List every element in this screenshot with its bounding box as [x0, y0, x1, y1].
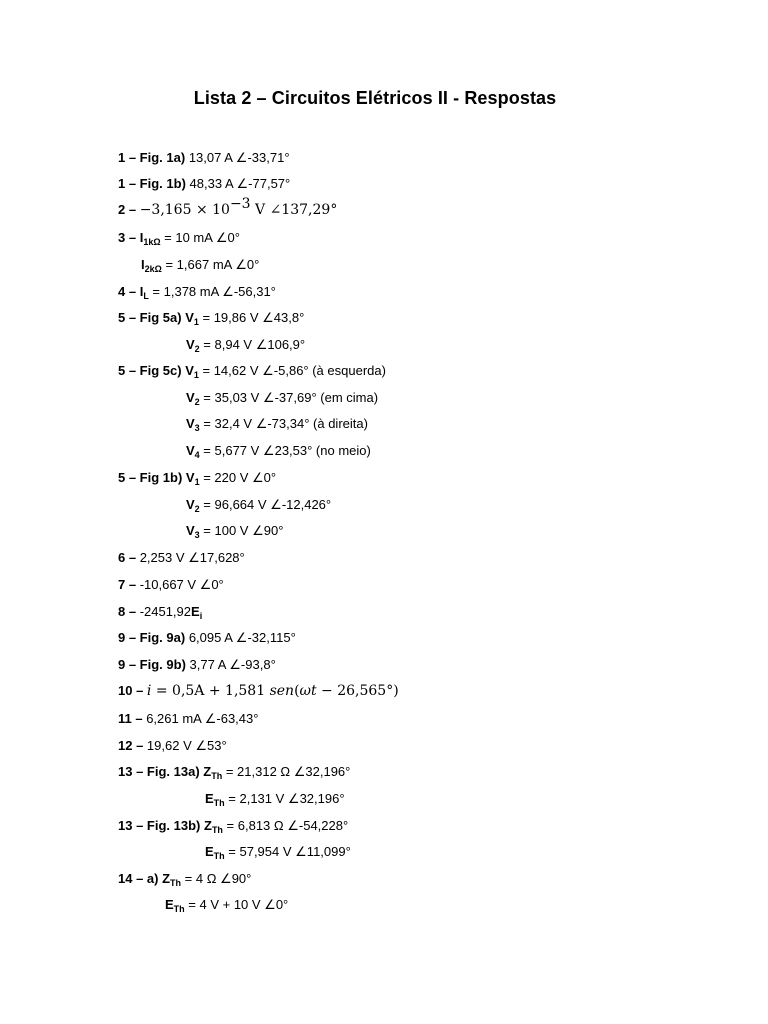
- answer-12: [118, 738, 227, 754]
- answer-label: 9 – Fig. 9b): [118, 657, 186, 672]
- answer-label: 9 – Fig. 9a): [118, 630, 186, 645]
- answer-label: 11 –: [118, 711, 147, 726]
- answer-value: = 14,62 V ∠-5,86° (à esquerda): [198, 363, 386, 378]
- answer-mantissa: −3,165 × 10: [139, 202, 230, 218]
- answer-subscript: 1: [193, 370, 199, 380]
- answer-value: -10,667 V ∠0°: [139, 577, 224, 592]
- answer-3: [118, 230, 240, 246]
- answer-value: = 10 mA ∠0°: [160, 230, 240, 245]
- answer-label: 14 – a): [118, 871, 163, 886]
- answer-5c-2: [186, 390, 378, 406]
- answer-subscript: 2kΩ: [144, 264, 162, 274]
- page-title: Lista 2 – Circuitos Elétricos II - Respostas: [193, 88, 557, 108]
- answer-label: 3 –: [118, 230, 140, 245]
- answer-symbol: V: [185, 470, 195, 485]
- answer-symbol: Z: [203, 818, 212, 833]
- answer-value: 13,07 A ∠-33,71°: [185, 150, 290, 165]
- answer-5a: [118, 310, 304, 326]
- answer-subscript: Th: [211, 825, 223, 835]
- answer-value: = 21,312 Ω ∠32,196°: [222, 764, 351, 779]
- answer-label: 13 – Fig. 13a): [118, 764, 204, 779]
- answer-label: 4 –: [118, 284, 140, 299]
- answer-symbol: V: [186, 523, 195, 538]
- answer-subscript: 1kΩ: [143, 237, 161, 247]
- answer-value: = 1,667 mA ∠0°: [161, 257, 260, 272]
- answer-subscript: Th: [170, 878, 182, 888]
- answer-subscript: 2: [194, 504, 200, 514]
- answer-value: = 96,664 V ∠-12,426°: [199, 497, 332, 512]
- answer-9a: [118, 630, 296, 646]
- answer-label: 2 –: [118, 202, 140, 217]
- answer-symbol: E: [191, 604, 200, 619]
- answer-1a: [118, 150, 290, 166]
- answer-9b: [118, 657, 276, 673]
- answer-value: = 6,813 Ω ∠-54,228°: [222, 818, 349, 833]
- answer-3b: [141, 257, 259, 273]
- answer-value: = 8,94 V ∠106,9°: [199, 337, 306, 352]
- answer-symbol: V: [185, 363, 194, 378]
- answer-symbol: I: [139, 230, 144, 245]
- answer-10: [118, 683, 399, 699]
- answer-8: [118, 604, 202, 620]
- answer-13b: [118, 818, 348, 834]
- answer-value: = 100 V ∠90°: [199, 523, 284, 538]
- answer-subscript: i: [199, 611, 203, 621]
- answer-14: [118, 871, 251, 887]
- answer-label: 12 –: [118, 738, 147, 753]
- answer-label: 5 – Fig 5a): [118, 310, 186, 325]
- answer-symbol: V: [186, 497, 195, 512]
- answer-paren: (: [294, 683, 300, 699]
- answer-subscript: Th: [211, 771, 223, 781]
- answer-label: 13 – Fig. 13b): [118, 818, 204, 833]
- answer-value: 6,095 A ∠-32,115°: [185, 630, 296, 645]
- answer-symbol: E: [165, 897, 174, 912]
- answer-current-symbol: i: [146, 683, 152, 699]
- answer-value: 2,253 V ∠17,628°: [139, 550, 245, 565]
- answer-13b-2: [205, 844, 351, 860]
- answer-label: 10 –: [118, 683, 147, 698]
- answer-13a: [118, 764, 350, 780]
- answer-subscript: 3: [194, 423, 200, 433]
- answer-value: 6,261 mA ∠-63,43°: [146, 711, 259, 726]
- answer-value: = 2,131 V ∠32,196°: [224, 791, 345, 806]
- answer-value: = 220 V ∠0°: [199, 470, 277, 485]
- answer-label: 5 – Fig 5c): [118, 363, 186, 378]
- answer-subscript: Th: [213, 851, 225, 861]
- answer-subscript: Th: [213, 798, 225, 808]
- answer-sen: sen: [269, 683, 295, 699]
- answer-subscript: 2: [194, 344, 200, 354]
- answer-5b-2: [186, 497, 331, 513]
- answer-11: [118, 711, 258, 727]
- answer-value: -2451,92: [139, 604, 192, 619]
- answer-subscript: 1: [193, 317, 199, 327]
- answer-symbol: Z: [203, 764, 212, 779]
- answer-label: 5 – Fig 1b): [118, 470, 186, 485]
- answer-value: = 5,677 V ∠23,53° (no meio): [199, 443, 371, 458]
- answer-label: 7 –: [118, 577, 140, 592]
- answer-5c-3: [186, 416, 368, 432]
- answer-subscript: 1: [194, 477, 200, 487]
- answer-symbol: I: [141, 257, 145, 272]
- answer-symbol: E: [205, 791, 214, 806]
- answer-label: 6 –: [118, 550, 140, 565]
- answer-7: [118, 577, 224, 593]
- answer-symbol: V: [186, 390, 195, 405]
- answer-value: 48,33 A ∠-77,57°: [185, 176, 291, 191]
- answer-symbol: V: [186, 443, 195, 458]
- answer-13a-2: [205, 791, 345, 807]
- answer-subscript: 2: [194, 397, 200, 407]
- answer-exponent: −3: [229, 196, 251, 212]
- answer-value: = 35,03 V ∠-37,69° (em cima): [199, 390, 379, 405]
- answer-value: V ∠137,29°: [250, 202, 338, 218]
- answer-5c: [118, 363, 386, 379]
- answer-6: [118, 550, 245, 566]
- answer-label: 8 –: [118, 604, 140, 619]
- answer-label: 1 – Fig. 1a): [118, 150, 186, 165]
- answer-14-2: [165, 897, 288, 913]
- answer-value: 3,77 A ∠-93,8°: [185, 657, 276, 672]
- answer-symbol: I: [139, 284, 144, 299]
- answer-label: 1 – Fig. 1b): [118, 176, 186, 191]
- answer-value: = 19,86 V ∠43,8°: [198, 310, 305, 325]
- answer-5b: [118, 470, 276, 486]
- answer-5b-3: [186, 523, 283, 539]
- answer-expression: = 0,5A + 1,581: [151, 683, 270, 699]
- answer-omega-t: ωt: [299, 683, 317, 699]
- answer-symbol: Z: [162, 871, 171, 886]
- answer-value: = 57,954 V ∠11,099°: [224, 844, 351, 859]
- answer-value: = 32,4 V ∠-73,34° (à direita): [199, 416, 368, 431]
- answer-5c-4: [186, 443, 371, 459]
- answer-symbol: V: [186, 416, 195, 431]
- answer-symbol: E: [205, 844, 214, 859]
- answer-value: = 4 V + 10 V ∠0°: [184, 897, 289, 912]
- answer-symbol: V: [185, 310, 194, 325]
- answer-symbol: V: [186, 337, 195, 352]
- answer-2: [118, 196, 338, 218]
- answer-phase: − 26,565°): [316, 683, 399, 699]
- answer-value: = 4 Ω ∠90°: [181, 871, 252, 886]
- answer-1b: [118, 176, 290, 192]
- answer-subscript: 4: [194, 450, 200, 460]
- answer-subscript: 3: [194, 530, 200, 540]
- answer-5a-2: [186, 337, 305, 353]
- answer-subscript: Th: [173, 904, 185, 914]
- answer-subscript: L: [143, 291, 149, 301]
- answer-4: [118, 284, 276, 300]
- answer-value: 19,62 V ∠53°: [146, 738, 227, 753]
- answer-value: = 1,378 mA ∠-56,31°: [148, 284, 276, 299]
